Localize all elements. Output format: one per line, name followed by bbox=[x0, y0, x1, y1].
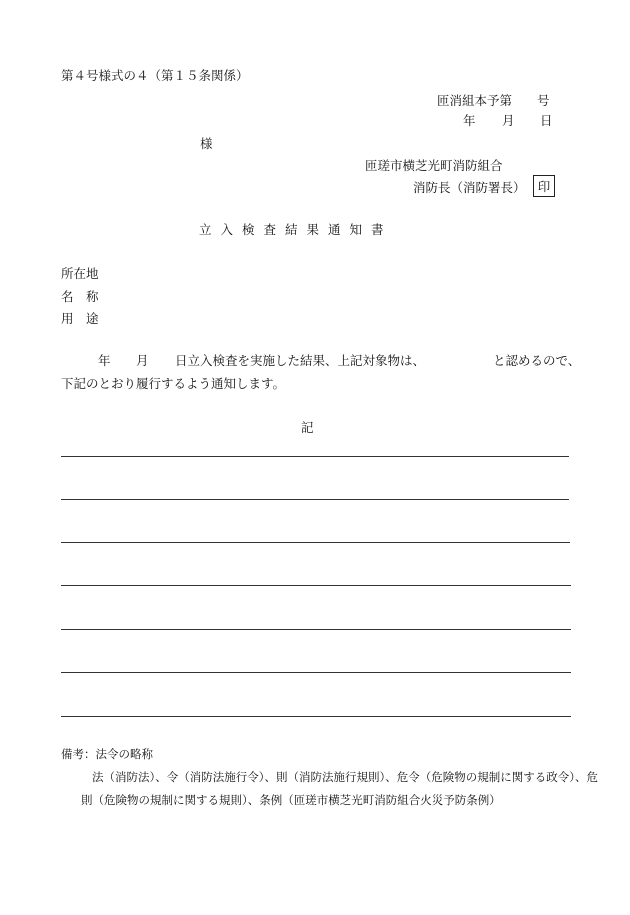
addressee-suffix: 様 bbox=[200, 136, 213, 151]
body-line-2: 下記のとおり履行するよう通知します。 bbox=[61, 376, 286, 391]
remarks-line-2: 則（危険物の規制に関する規則）、条例（匝瑳市横芝光町消防組合火災予防条例） bbox=[81, 793, 501, 807]
seal-stamp: 印 bbox=[533, 175, 555, 197]
body-month: 月 bbox=[136, 353, 149, 368]
date-year: 年 bbox=[463, 113, 476, 128]
form-number: 第４号様式の４（第１５条関係） bbox=[61, 68, 249, 83]
blank-line bbox=[61, 456, 569, 457]
body-tail: と認めるので、 bbox=[493, 353, 581, 368]
date-day: 日 bbox=[540, 113, 553, 128]
field-location-label: 所在地 bbox=[61, 266, 99, 281]
field-name-label: 名 称 bbox=[61, 289, 99, 304]
issuer-title: 消防長（消防署長） bbox=[413, 180, 526, 195]
remarks-heading: 備考：法令の略称 bbox=[61, 747, 153, 761]
document-title: 立入検査結果通知書 bbox=[199, 222, 393, 237]
blank-line bbox=[61, 672, 571, 673]
blank-line bbox=[61, 499, 569, 500]
issuer-organization: 匝瑳市横芝光町消防組合 bbox=[365, 158, 503, 173]
blank-line bbox=[61, 629, 571, 630]
body-day-text: 日立入検査を実施した結果、上記対象物は、 bbox=[175, 353, 426, 368]
field-use-label: 用 途 bbox=[61, 311, 99, 326]
blank-line bbox=[61, 585, 571, 586]
ki-heading: 記 bbox=[301, 420, 314, 435]
date-month: 月 bbox=[502, 113, 515, 128]
blank-line bbox=[61, 716, 571, 717]
document-number: 匝消組本予第 号 bbox=[437, 93, 550, 108]
remarks-line-1: 法（消防法）、令（消防法施行令）、則（消防法施行規則）、危令（危険物の規制に関する政令）、危 bbox=[92, 770, 598, 784]
body-year: 年 bbox=[98, 353, 111, 368]
blank-line bbox=[61, 542, 570, 543]
